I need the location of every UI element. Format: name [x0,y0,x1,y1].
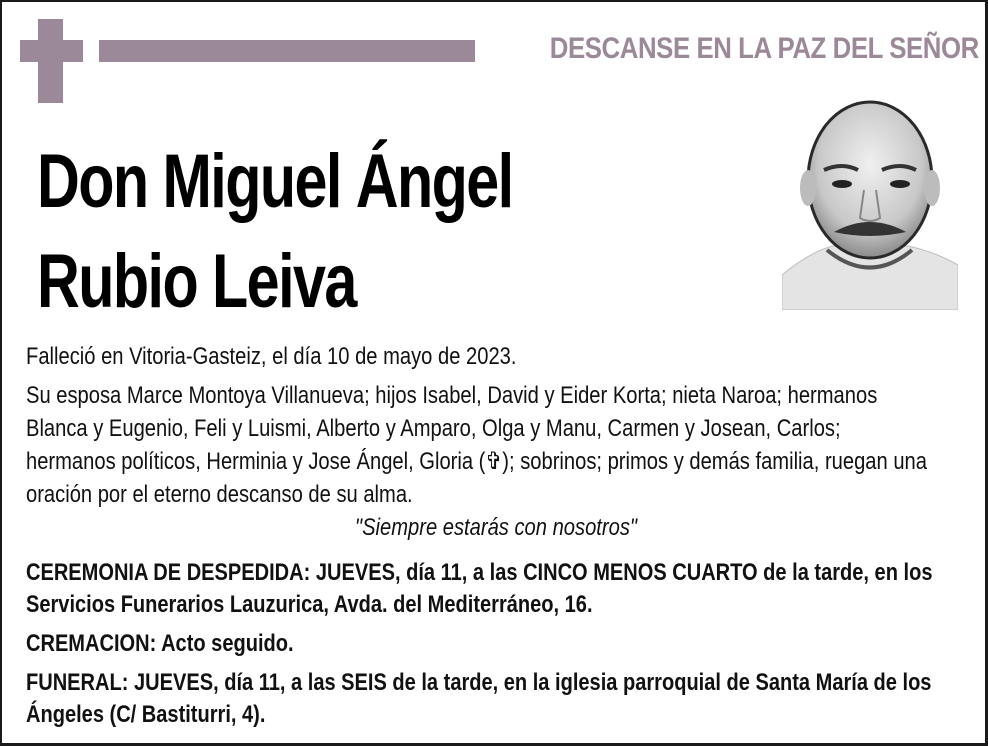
cremation-notice: CREMACION: Acto seguido. [26,630,294,657]
cross-icon-bar [20,40,83,62]
death-notice: Falleció en Vitoria-Gasteiz, el día 10 de mayo de 2023. [26,343,517,370]
ceremony-details [26,557,953,738]
farewell-ceremony: CEREMONIA DE DESPEDIDA: JUEVES, día 11, a las CINCO MENOS CUARTO de la tarde, en los Servicios Funerarios Lauzurica, Avda. del Mediterráneo, 16. [26,559,933,618]
header-rule [99,40,475,62]
family-notice: Su esposa Marce Montoya Villanueva; hijos Isabel, David y Eider Korta; nieta Naroa; hermanos Blanca y Eugenio, Feli y Luismi, Alberto y Amparo, Olga y Manu, Carmen y Josean, Carlos; hermanos políticos, Herminia y Jose Ángel, Gloria (✞); sobrinos; primos y demás familia, ruegan una oración por el eterno descanso de su alma. [26,382,927,508]
header-title: DESCANSE EN LA PAZ DEL SEÑOR [549,32,979,65]
memorial-quote: "Siempre estarás con nosotros" [354,514,638,541]
name-line-2: Rubio Leiva [37,239,356,324]
obituary-body [26,340,933,517]
deceased-name [37,132,614,332]
funeral-notice: FUNERAL: JUEVES, día 11, a las SEIS de la tarde, en la iglesia parroquial de Santa María de los Ángeles (C/ Bastiturri, 4). [26,669,932,728]
name-line-1: Don Miguel Ángel [37,139,513,224]
portrait-photo [782,100,958,310]
